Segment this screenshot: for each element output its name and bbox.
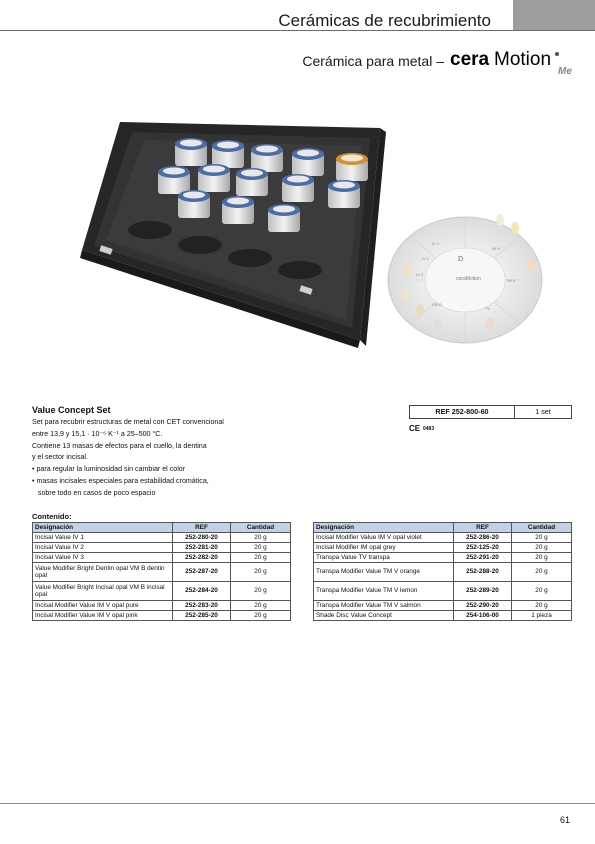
header-designation: Designación <box>33 523 173 533</box>
product-photo <box>60 110 580 375</box>
logo-motion-text: Motion <box>494 49 552 70</box>
logo-dot <box>555 52 559 56</box>
description-line: entre 13,9 y 15,1 · 10⁻⁶ K⁻¹ a 25–500 °C. <box>32 429 163 438</box>
cell-ref: 252-287-20 <box>173 563 231 582</box>
cell-quantity: 20 g <box>231 611 291 621</box>
cell-ref: 252-291-20 <box>454 553 512 563</box>
header-quantity: Cantidad <box>231 523 291 533</box>
table-row <box>33 543 291 553</box>
description-line: y el sector incisal. <box>32 453 88 462</box>
table-row <box>314 582 572 601</box>
table-row <box>33 563 291 582</box>
header-tab <box>513 0 595 30</box>
page-title: Cerámicas de recubrimiento <box>278 11 491 30</box>
cell-ref: 252-284-20 <box>173 582 231 601</box>
cell-ref: 252-282-20 <box>173 553 231 563</box>
table-row <box>33 533 291 543</box>
table-row <box>33 601 291 611</box>
cell-quantity: 20 g <box>231 582 291 601</box>
table-header <box>33 523 291 533</box>
disc-label: TV <box>485 306 491 311</box>
cell-quantity: 1 pieza <box>512 611 572 621</box>
page-number: 61 <box>559 815 570 825</box>
ref-number: REF 252-800-60 <box>410 406 515 418</box>
cell-ref: 252-288-20 <box>454 563 512 582</box>
contents-table-right <box>313 522 572 621</box>
cell-designation: Transpa Modifier Value TM V lemon <box>314 582 454 601</box>
disc-label: IV 2 <box>422 256 430 261</box>
table-row <box>33 582 291 601</box>
cell-ref: 252-289-20 <box>454 582 512 601</box>
ce-mark: CE <box>409 424 421 433</box>
table-row <box>314 563 572 582</box>
cell-quantity: 20 g <box>231 543 291 553</box>
cell-designation: Incisal Value IV 3 <box>33 553 173 563</box>
ref-box <box>409 405 572 419</box>
disc-label: TM V <box>506 278 516 283</box>
cell-quantity: 20 g <box>512 553 572 563</box>
description-bullet: • para regular la luminosidad sin cambiar el color <box>32 465 186 474</box>
disc-label: IV 1 <box>432 241 440 246</box>
cell-quantity: 20 g <box>231 563 291 582</box>
table-row <box>33 611 291 621</box>
cell-designation: Transpa Modifier Value TM V salmon <box>314 601 454 611</box>
cell-quantity: 20 g <box>231 601 291 611</box>
cell-designation: Transpa Value TV transpa <box>314 553 454 563</box>
ce-number: 0483 <box>423 426 435 432</box>
logo-cera-text: cera <box>450 49 490 70</box>
header-ref: REF <box>173 523 231 533</box>
ref-quantity: 1 set <box>535 407 551 416</box>
cell-designation: Transpa Modifier Value TM V orange <box>314 563 454 582</box>
cell-designation: Incisal Modifier Value IM V opal violet <box>314 533 454 543</box>
cell-designation: Incisal Value IV 2 <box>33 543 173 553</box>
cell-ref: 252-286-20 <box>454 533 512 543</box>
description-line: Contiene 13 masas de efectos para el cuello, la dentina <box>32 441 207 450</box>
table-row <box>314 553 572 563</box>
cell-quantity: 20 g <box>512 582 572 601</box>
product-name: Value Concept Set <box>32 405 111 415</box>
footer-divider <box>0 803 595 804</box>
table-row <box>33 553 291 563</box>
contents-table-left <box>32 522 291 621</box>
cell-quantity: 20 g <box>231 533 291 543</box>
cell-quantity: 20 g <box>512 533 572 543</box>
header-ref: REF <box>454 523 512 533</box>
cell-quantity: 20 g <box>231 553 291 563</box>
table-row <box>314 601 572 611</box>
ceramotion-me-logo <box>448 46 578 78</box>
product-description <box>32 417 292 500</box>
disc-label: VM B <box>432 302 442 307</box>
cell-designation: Value Modifier Bright Dentin opal VM B dentin opal <box>33 563 173 582</box>
contents-label: Contenido: <box>32 512 72 521</box>
header-quantity: Cantidad <box>512 523 572 533</box>
disc-label: IM V <box>492 246 501 251</box>
cell-designation: Incisal Modifier Value IM V opal pure <box>33 601 173 611</box>
cell-ref: 252-125-20 <box>454 543 512 553</box>
header-designation: Designación <box>314 523 454 533</box>
disc-brand-text: ceraMotion <box>456 276 481 282</box>
description-line: Set para recubrir estructuras de metal con CET convencional <box>32 418 224 426</box>
shade-disc <box>388 214 542 343</box>
cell-ref: 252-290-20 <box>454 601 512 611</box>
cell-ref: 252-283-20 <box>173 601 231 611</box>
table-header <box>314 523 572 533</box>
cell-quantity: 20 g <box>512 543 572 553</box>
description-bullet: sobre todo en casos de poco espacio <box>32 488 156 497</box>
cell-quantity: 20 g <box>512 563 572 582</box>
cell-ref: 254-106-00 <box>454 611 512 621</box>
description-bullet: • masas incisales especiales para estabilidad cromática, <box>32 476 209 485</box>
disc-label: IV 3 <box>416 272 424 277</box>
logo-me-text: Me <box>558 66 572 77</box>
cell-ref: 252-280-20 <box>173 533 231 543</box>
cell-designation: Incisal Modifier IM opal grey <box>314 543 454 553</box>
page-subtitle: Cerámica para metal – <box>302 53 444 69</box>
cell-quantity: 20 g <box>512 601 572 611</box>
table-row <box>314 611 572 621</box>
title-divider <box>0 30 595 31</box>
disc-logo-text: D <box>458 255 464 263</box>
cell-designation: Shade Disc Value Concept <box>314 611 454 621</box>
cell-ref: 252-281-20 <box>173 543 231 553</box>
table-row <box>314 533 572 543</box>
cell-designation: Incisal Modifier Value IM V opal pink <box>33 611 173 621</box>
cell-designation: Value Modifier Bright Incisal opal VM B incisal opal <box>33 582 173 601</box>
cell-designation: Incisal Value IV 1 <box>33 533 173 543</box>
cell-ref: 252-285-20 <box>173 611 231 621</box>
table-row <box>314 543 572 553</box>
